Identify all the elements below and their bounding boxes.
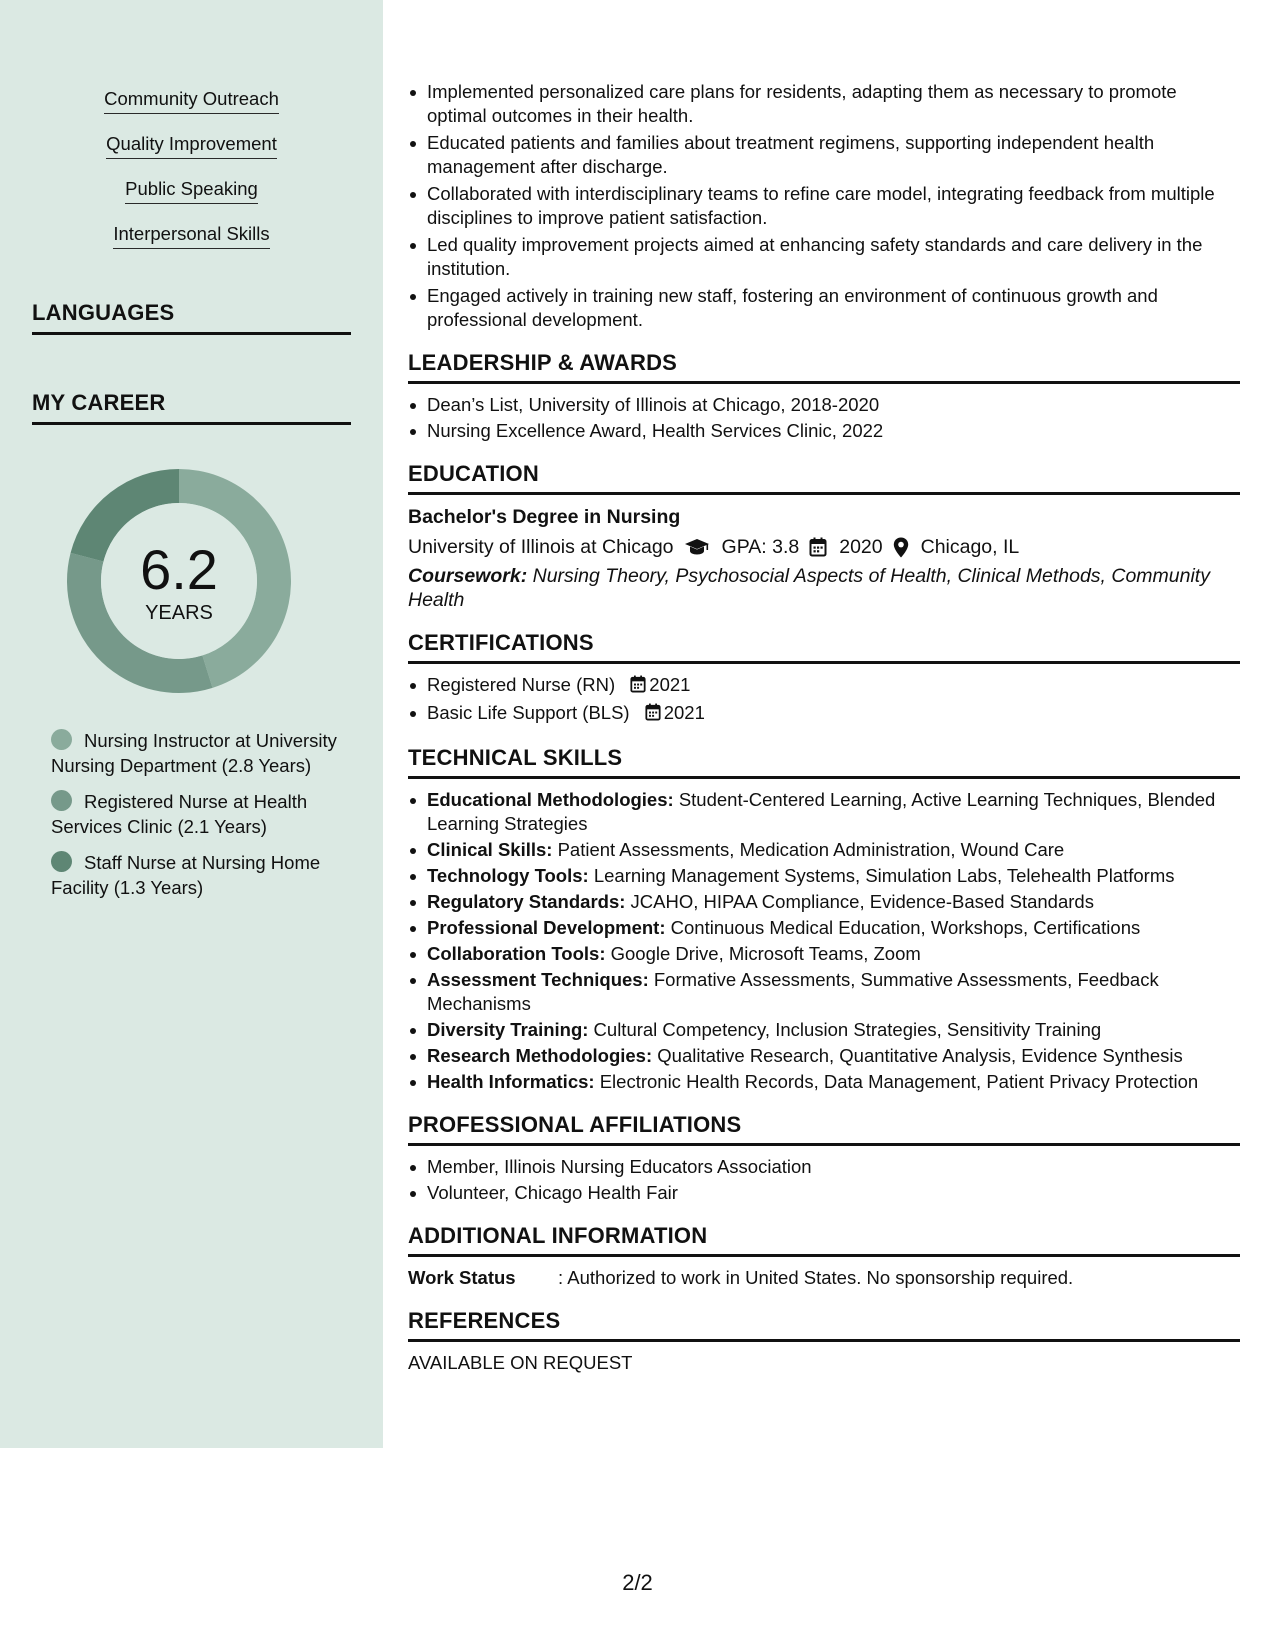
- affiliations-heading: PROFESSIONAL AFFILIATIONS: [408, 1112, 1240, 1146]
- career-legend-item: Staff Nurse at Nursing Home Facility (1.3 Years): [51, 852, 321, 898]
- education-coursework: [408, 564, 1240, 612]
- languages-heading: LANGUAGES: [32, 300, 351, 335]
- coursework-label: Coursework:: [408, 565, 528, 587]
- list-item: Led quality improvement projects aimed at enhancing safety standards and care delivery in the institution.: [408, 233, 1240, 281]
- leadership-list: [408, 393, 1240, 443]
- references-text: AVAILABLE ON REQUEST: [408, 1352, 633, 1373]
- education-heading: EDUCATION: [408, 461, 1240, 495]
- work-status-value: : Authorized to work in United States. No sponsorship required.: [558, 1267, 1074, 1288]
- legend-dot-icon: [51, 790, 72, 811]
- calendar-icon: [809, 537, 827, 557]
- list-item: Diversity Training: Cultural Competency, Inclusion Strategies, Sensitivity Training: [408, 1018, 1240, 1042]
- calendar-icon: [645, 703, 661, 727]
- list-item: Implemented personalized care plans for residents, adapting them as necessary to promote optimal outcomes in their health.: [408, 80, 1240, 128]
- career-legend-item: Nursing Instructor at University Nursing Department (2.8 Years): [51, 730, 337, 776]
- list-item: Member, Illinois Nursing Educators Association: [408, 1155, 1240, 1179]
- page-number: 2/2: [622, 1570, 653, 1595]
- graduation-cap-icon: [684, 538, 710, 556]
- legend-dot-icon: [51, 851, 72, 872]
- main-content: [408, 80, 1240, 1375]
- list-item: Clinical Skills: Patient Assessments, Medication Administration, Wound Care: [408, 838, 1240, 862]
- list-item: Research Methodologies: Qualitative Research, Quantitative Analysis, Evidence Synthesis: [408, 1044, 1240, 1068]
- education-details: [408, 533, 1240, 561]
- additional-info-heading: ADDITIONAL INFORMATION: [408, 1223, 1240, 1257]
- references-heading: REFERENCES: [408, 1308, 1240, 1342]
- career-legend: [51, 729, 351, 912]
- coursework-text: Nursing Theory, Psychosocial Aspects of Health, Clinical Methods, Community Health: [408, 565, 1210, 611]
- list-item: Educated patients and families about treatment regimens, supporting independent health management after discharge.: [408, 131, 1240, 179]
- technical-skills-heading: TECHNICAL SKILLS: [408, 745, 1240, 779]
- calendar-icon: [630, 675, 646, 699]
- list-item: Health Informatics: Electronic Health Records, Data Management, Patient Privacy Protection: [408, 1070, 1240, 1094]
- skill-item: Interpersonal Skills: [0, 221, 383, 249]
- work-status: [408, 1266, 1240, 1290]
- list-item: Collaborated with interdisciplinary teams to refine care model, integrating feedback from multiple disciplines to improve patient satisfaction.: [408, 182, 1240, 230]
- education-gpa: GPA: 3.8: [721, 536, 800, 558]
- career-heading: MY CAREER: [32, 390, 351, 425]
- list-item: Engaged actively in training new staff, fostering an environment of continuous growth and professional development.: [408, 284, 1240, 332]
- skills-list: [0, 86, 383, 266]
- legend-dot-icon: [51, 729, 72, 750]
- leadership-heading: LEADERSHIP & AWARDS: [408, 350, 1240, 384]
- list-item: Nursing Excellence Award, Health Services Clinic, 2022: [408, 419, 1240, 443]
- list-item: Dean’s List, University of Illinois at Chicago, 2018-2020: [408, 393, 1240, 417]
- skill-item: Public Speaking: [0, 176, 383, 204]
- sidebar: [0, 0, 383, 1448]
- certifications-list: [408, 673, 1240, 727]
- list-item: Basic Life Support (BLS) 2021: [408, 701, 1240, 727]
- map-pin-icon: [893, 537, 909, 558]
- list-item: Regulatory Standards: JCAHO, HIPAA Compliance, Evidence-Based Standards: [408, 890, 1240, 914]
- experience-bullets: [408, 80, 1240, 332]
- list-item: Volunteer, Chicago Health Fair: [408, 1181, 1240, 1205]
- list-item: Educational Methodologies: Student-Centered Learning, Active Learning Techniques, Blended Learning Strategies: [408, 788, 1240, 836]
- list-item: Collaboration Tools: Google Drive, Microsoft Teams, Zoom: [408, 942, 1240, 966]
- affiliations-list: [408, 1155, 1240, 1205]
- certifications-heading: CERTIFICATIONS: [408, 630, 1240, 664]
- education-location: Chicago, IL: [920, 536, 1020, 558]
- list-item: Technology Tools: Learning Management Systems, Simulation Labs, Telehealth Platforms: [408, 864, 1240, 888]
- technical-skills-list: [408, 788, 1240, 1094]
- career-total-years: 6.2: [140, 538, 218, 601]
- education-degree: Bachelor's Degree in Nursing: [408, 506, 681, 528]
- career-total-unit: YEARS: [145, 602, 213, 624]
- career-legend-item: Registered Nurse at Health Services Clinic (2.1 Years): [51, 791, 308, 837]
- education-school: University of Illinois at Chicago: [408, 536, 674, 558]
- work-status-label: Work Status: [408, 1267, 516, 1288]
- list-item: Assessment Techniques: Formative Assessments, Summative Assessments, Feedback Mechanisms: [408, 968, 1240, 1016]
- list-item: Registered Nurse (RN) 2021: [408, 673, 1240, 699]
- list-item: Professional Development: Continuous Medical Education, Workshops, Certifications: [408, 916, 1240, 940]
- education-year: 2020: [839, 536, 883, 558]
- skill-item: Quality Improvement: [0, 131, 383, 159]
- skill-item: Community Outreach: [0, 86, 383, 114]
